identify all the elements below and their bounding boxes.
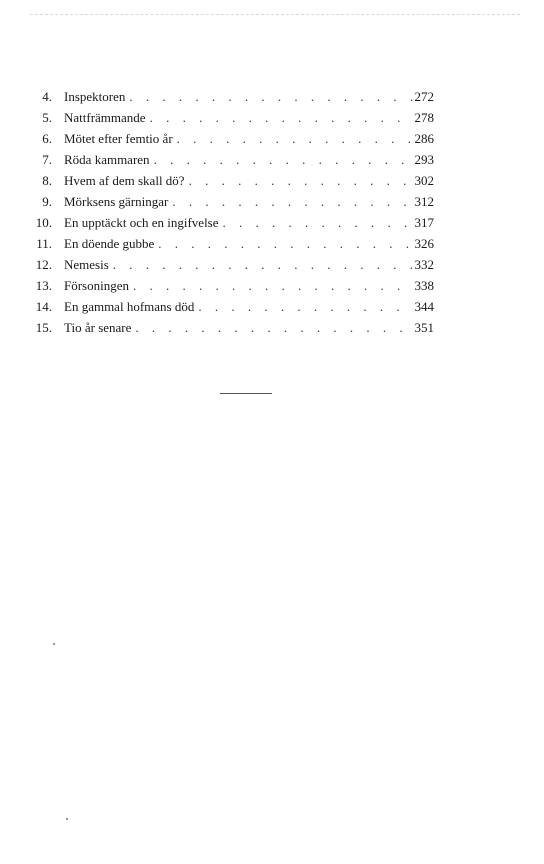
page-number: 312 — [414, 194, 434, 209]
chapter-title: Nemesis — [64, 257, 109, 272]
dot-leader — [198, 296, 412, 317]
chapter-number: 8. — [42, 173, 52, 188]
chapter-number: 5. — [42, 110, 52, 125]
chapter-title: Hvem af dem skall dö? — [64, 173, 185, 188]
chapter-title: Röda kammaren — [64, 152, 150, 167]
dot-leader — [133, 275, 413, 296]
section-end-rule — [220, 393, 272, 394]
dot-leader — [129, 86, 412, 107]
chapter-number: 4. — [42, 89, 52, 104]
chapter-title: Nattfrämmande — [64, 110, 146, 125]
toc-entry[interactable] — [30, 275, 434, 296]
chapter-title: En upptäckt och en ingifvelse — [64, 215, 219, 230]
chapter-number: 12. — [35, 257, 52, 272]
table-of-contents — [30, 86, 434, 338]
chapter-title: Mörksens gärningar — [64, 194, 169, 209]
dot-leader — [135, 317, 412, 338]
page-number: 332 — [414, 257, 434, 272]
dot-leader — [177, 128, 413, 149]
chapter-title: Inspektoren — [64, 89, 126, 104]
dot-leader — [154, 149, 413, 170]
dot-leader — [150, 107, 413, 128]
chapter-number: 11. — [36, 236, 52, 251]
chapter-number: 13. — [35, 278, 52, 293]
chapter-title: Mötet efter femtio år — [64, 131, 173, 146]
toc-entry[interactable] — [30, 86, 434, 107]
dot-leader — [223, 212, 413, 233]
dot-leader — [189, 170, 413, 191]
page-number: 351 — [414, 320, 434, 335]
chapter-number: 10. — [35, 215, 52, 230]
page-number: 302 — [414, 173, 434, 188]
page-number: 317 — [414, 215, 434, 230]
chapter-number: 9. — [42, 194, 52, 209]
dot-leader — [113, 254, 413, 275]
chapter-number: 14. — [35, 299, 52, 314]
toc-entry[interactable] — [30, 107, 434, 128]
page-number: 286 — [414, 131, 434, 146]
paper-speck — [53, 643, 55, 645]
chapter-number: 15. — [35, 320, 52, 335]
page-number: 293 — [414, 152, 434, 167]
toc-entry[interactable] — [30, 170, 434, 191]
dot-leader — [172, 191, 412, 212]
toc-entry[interactable] — [30, 233, 434, 254]
page-number: 278 — [414, 110, 434, 125]
toc-entry[interactable] — [30, 296, 434, 317]
page-number: 338 — [414, 278, 434, 293]
toc-entry[interactable] — [30, 149, 434, 170]
dot-leader — [158, 233, 412, 254]
chapter-number: 7. — [42, 152, 52, 167]
toc-entry[interactable] — [30, 128, 434, 149]
toc-entry[interactable] — [30, 191, 434, 212]
chapter-title: Tio år senare — [64, 320, 132, 335]
toc-entry[interactable] — [30, 212, 434, 233]
page-number: 326 — [414, 236, 434, 251]
chapter-title: En gammal hofmans död — [64, 299, 195, 314]
page-number: 272 — [414, 89, 434, 104]
toc-entry[interactable] — [30, 254, 434, 275]
header-rule — [30, 14, 520, 15]
toc-entry[interactable] — [30, 317, 434, 338]
chapter-title: En döende gubbe — [64, 236, 155, 251]
chapter-title: Försoningen — [64, 278, 129, 293]
page-number: 344 — [414, 299, 434, 314]
chapter-number: 6. — [42, 131, 52, 146]
paper-speck — [66, 818, 68, 820]
